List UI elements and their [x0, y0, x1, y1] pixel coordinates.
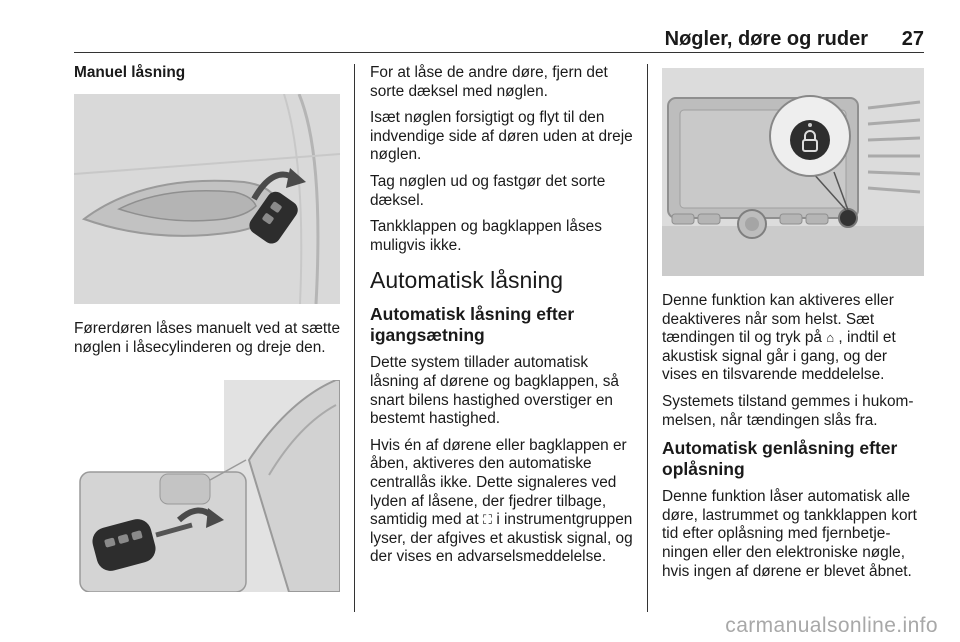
lock-button-icon: ⌂: [826, 330, 835, 346]
paragraph: For at låse de andre døre, fjern det sorte dæksel med nøglen.: [370, 64, 608, 100]
column-3: [662, 292, 926, 589]
paragraph: Denne funktion låser automatisk alle døre, lastrummet og tankklappen kort tid efter oplåsning med fjernbetjeningen eller den elektroniske nøgle, hvis ingen af dørene er blevet åbnet.: [662, 488, 917, 580]
door-lock-cylinder-illustration: [74, 380, 340, 592]
section-heading-automatic-locking: Automatisk låsning: [370, 267, 564, 294]
center-console-lock-button-illustration: [662, 68, 924, 276]
paragraph-text: Denne funktion kan aktiveres eller deaktiveres når som helst. Sæt tændingen til og tryk på: [662, 292, 894, 347]
paragraph: Tag nøglen ud og fastgør det sorte dæksel.: [370, 172, 606, 209]
paragraph: Isæt nøglen forsigtigt og flyt til den indvendige side af døren uden at dreje nøglen.: [370, 109, 633, 164]
door-open-warning-icon: ⛶: [482, 512, 493, 528]
page-number: 27: [901, 28, 924, 50]
page-title: Nøgler, døre og ruder: [664, 28, 868, 50]
door-handle-key-illustration: [74, 94, 340, 304]
page-header: [74, 22, 924, 53]
column-1: [74, 64, 342, 82]
watermark: carmanualsonline.info: [725, 614, 938, 637]
paragraph-text: Hvis én af dørene eller bagklappen er åben, aktiveres den automatiske centrallås ikke. Dette signaleres ved lyden af låsene, der fjedrer tilbage, samtidig med at: [370, 436, 627, 529]
paragraph-text: i instrumentgruppen lyser, der afgives et akustisk signal, og der vises en advarselsmeddelelse.: [370, 511, 633, 566]
subsection-heading: Automatisk genlåsning efter oplåsning: [662, 438, 898, 480]
paragraph: [370, 437, 636, 567]
paragraph: Dette system tillader automatisk låsning af dørene og bagklappen, så snart bilens hastighed overstiger en bestemt hastighed.: [370, 354, 619, 428]
column-divider: [354, 64, 355, 612]
subsection-heading: Automatisk låsning efter igangsætning: [370, 304, 575, 346]
door-lock-cylinder-illustration-svg: [74, 380, 340, 592]
paragraph: Førerdøren låses manuelt ved at sætte nøglen i låsecylinderen og dreje den.: [74, 320, 341, 356]
paragraph: Tankklappen og bagklappen låses muligvis ikke.: [370, 218, 602, 254]
door-handle-key-illustration-svg: [74, 94, 340, 304]
paragraph-text: , indtil et akustisk signal går i gang, og der vises en tilsvarende meddelelse.: [662, 329, 896, 384]
section-heading-manual-locking: Manuel låsning: [74, 64, 186, 81]
column-1-text: [74, 320, 342, 365]
column-divider: [647, 64, 648, 612]
center-console-illustration-svg: [662, 68, 924, 276]
paragraph: Systemets tilstand gemmes i hukommelsen, når tændingen slås fra.: [662, 392, 914, 429]
column-2: [370, 64, 636, 575]
paragraph: [662, 292, 926, 385]
